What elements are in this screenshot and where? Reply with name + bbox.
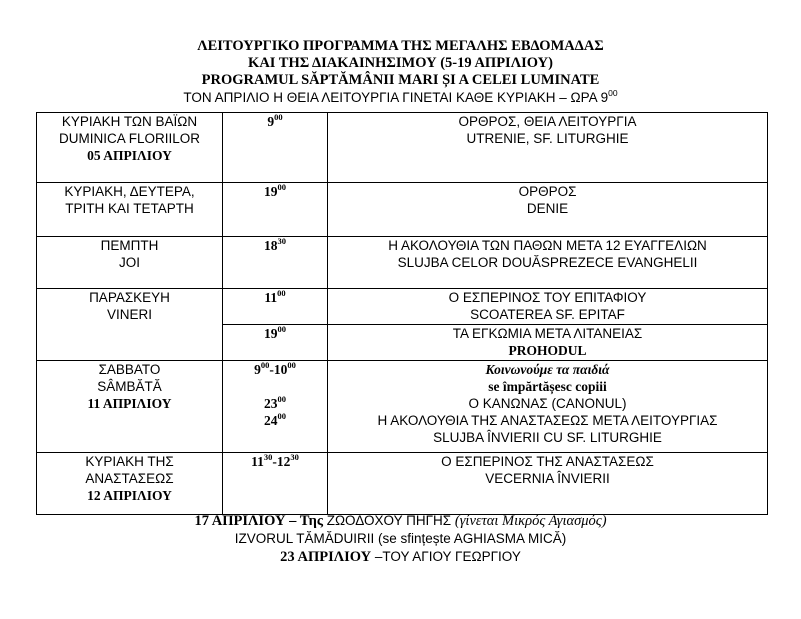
- table-row: [37, 113, 768, 183]
- table-row: [37, 289, 768, 325]
- service-cell: [328, 237, 768, 289]
- day-line: ΚΥΡΙΑΚΗ ΤΩΝ ΒΑΪΩΝ: [61, 114, 198, 129]
- time-spacer: [225, 378, 325, 395]
- table-row: [37, 361, 768, 453]
- service-line: se împărtășesc copiii: [488, 379, 607, 394]
- day-line: ΚΥΡΙΑΚΗ, ΔΕΥΤΕΡΑ,: [64, 184, 195, 199]
- day-cell: [37, 361, 223, 453]
- time-value: $19^{00}$: [264, 182, 286, 199]
- subtitle-sunday-liturgy: [0, 89, 801, 106]
- service-line: ΤΑ ΕΓΚΩΜΙΑ ΜΕΤΑ ΛΙΤΑΝΕΙΑΣ: [452, 326, 643, 341]
- time-value: $11^{00}$: [264, 288, 286, 305]
- day-line: VINERI: [106, 307, 152, 322]
- footer-line-1: [0, 512, 801, 530]
- service-line: ΟΡΘΡΟΣ: [518, 184, 577, 199]
- day-cell: [37, 113, 223, 183]
- service-line: DENIE: [526, 201, 569, 216]
- service-line: Η ΑΚΟΛΟΥΘΙΑ ΤΗΣ ΑΝΑΣΤΑΣΕΩΣ ΜΕΤΑ ΛΕΙΤΟΥΡΓΙΑΣ: [377, 413, 718, 428]
- footer-date: 23 ΑΠΡΙΛΙΟΥ: [280, 549, 372, 565]
- time-value: $18^{30}$: [264, 236, 286, 253]
- time-cell: [223, 113, 328, 183]
- title-greek-line1: ΛΕΙΤΟΥΡΓΙΚΟ ΠΡΟΓΡΑΜΜΑ ΤΗΣ ΜΕΓΑΛΗΣ ΕΒΔΟΜΑΔΑΣ: [197, 38, 604, 54]
- service-line: Ο ΚΑΝΩΝΑΣ (CANONUL): [468, 396, 627, 411]
- time-value: $11^{30}-12^{30}$: [251, 452, 299, 469]
- service-line: UTRENIE, SF. LITURGHIE: [466, 131, 629, 146]
- footer-line-2: IZVORUL TĂMĂDUIRII (se sfințește AGHIASMA MICĂ): [234, 531, 567, 546]
- service-line: ΟΡΘΡΟΣ, ΘΕΙΑ ΛΕΙΤΟΥΡΓΙΑ: [458, 114, 637, 129]
- time-value: $9^{00}-10^{00}$: [254, 360, 296, 377]
- date-line: 12 ΑΠΡΙΛΙΟΥ: [87, 488, 172, 503]
- subtitle-text: ΤΟΝ ΑΠΡΙΛΙΟ Η ΘΕΙΑ ΛΕΙΤΟΥΡΓΙΑ ΓΙΝΕΤΑΙ ΚΑΘΕ ΚΥΡΙΑΚΗ – ΩΡΑ 9: [183, 90, 609, 105]
- schedule-table: [36, 112, 768, 515]
- day-line: SÂMBĂTĂ: [97, 379, 162, 394]
- service-cell: [328, 325, 768, 361]
- footer-feast: ΖΩΟΔΟΧΟΥ ΠΗΓΗΣ: [322, 513, 455, 528]
- subtitle-sup: 00: [608, 88, 618, 98]
- time-cell: [223, 361, 328, 453]
- time-cell: [223, 237, 328, 289]
- date-line: 05 ΑΠΡΙΛΙΟΥ: [87, 148, 172, 163]
- service-line: SLUJBA CELOR DOUĂSPREZECE EVANGHELII: [397, 255, 698, 270]
- title-romanian: PROGRAMUL SĂPTĂMÂNII MARI ȘI A CELEI LUMINATE: [201, 72, 600, 88]
- service-cell: [328, 361, 768, 453]
- date-line: 11 ΑΠΡΙΛΙΟΥ: [87, 396, 172, 411]
- time-cell: [223, 325, 328, 361]
- footer-line-3: [0, 548, 801, 566]
- day-cell: [37, 453, 223, 515]
- day-cell: [37, 183, 223, 237]
- time-cell: [223, 289, 328, 325]
- footer-note: (γίνεται Μικρός Αγιασμός): [454, 513, 607, 529]
- day-line: ΚΥΡΙΑΚΗ ΤΗΣ: [85, 454, 174, 469]
- day-line: JOI: [118, 255, 140, 270]
- service-line: SLUJBA ÎNVIERII CU SF. LITURGHIE: [433, 430, 662, 445]
- time-value: $9^{00}$: [267, 112, 283, 129]
- day-cell: [37, 237, 223, 289]
- footer-feast: –ΤΟΥ ΑΓΙΟΥ ΓΕΩΡΓΙΟΥ: [371, 549, 521, 564]
- table-row: [37, 453, 768, 515]
- service-cell: [328, 183, 768, 237]
- table-row: [37, 183, 768, 237]
- day-line: ΑΝΑΣΤΑΣΕΩΣ: [85, 471, 174, 486]
- day-line: ΠΕΜΠΤΗ: [100, 238, 159, 253]
- service-line: Ο ΕΣΠΕΡΙΝΟΣ ΤΟΥ ΕΠΙΤΑΦΙΟΥ: [448, 290, 647, 305]
- service-line: Η ΑΚΟΛΟΥΘΙΑ ΤΩΝ ΠΑΘΩΝ ΜΕΤΑ 12 ΕΥΑΓΓΕΛΙΩΝ: [388, 238, 707, 253]
- time-value: $23^{00}$: [264, 394, 286, 411]
- day-line: ΠΑΡΑΣΚΕΥΗ: [89, 290, 170, 305]
- service-cell: [328, 289, 768, 325]
- time-cell: [223, 453, 328, 515]
- service-line: Κοινωνούμε τα παιδιά: [485, 362, 610, 377]
- service-line: Ο ΕΣΠΕΡΙΝΟΣ ΤΗΣ ΑΝΑΣΤΑΣΕΩΣ: [441, 454, 654, 469]
- time-value: $19^{00}$: [264, 324, 286, 341]
- day-line: ΣΑΒΒΑΤΟ: [98, 362, 161, 377]
- service-cell: [328, 453, 768, 515]
- day-cell: [37, 289, 223, 361]
- table-row: [37, 237, 768, 289]
- day-line: ΤΡΙΤΗ ΚΑΙ ΤΕΤΑΡΤΗ: [65, 201, 194, 216]
- footer-date: 17 ΑΠΡΙΛΙΟΥ – Της: [194, 513, 323, 529]
- title-greek-line2: ΚΑΙ ΤΗΣ ΔΙΑΚΑΙΝΗΣΙΜΟΥ (5-19 ΑΠΡΙΛΙΟΥ): [248, 55, 553, 71]
- time-cell: [223, 183, 328, 237]
- service-cell: [328, 113, 768, 183]
- day-line: DUMINICA FLORIILOR: [58, 131, 201, 146]
- service-line: VECERNIA ÎNVIERII: [485, 471, 610, 486]
- time-value: $24^{00}$: [264, 411, 286, 428]
- service-line: PROHODUL: [508, 343, 587, 358]
- service-line: SCOATEREA SF. EPITAF: [470, 307, 625, 322]
